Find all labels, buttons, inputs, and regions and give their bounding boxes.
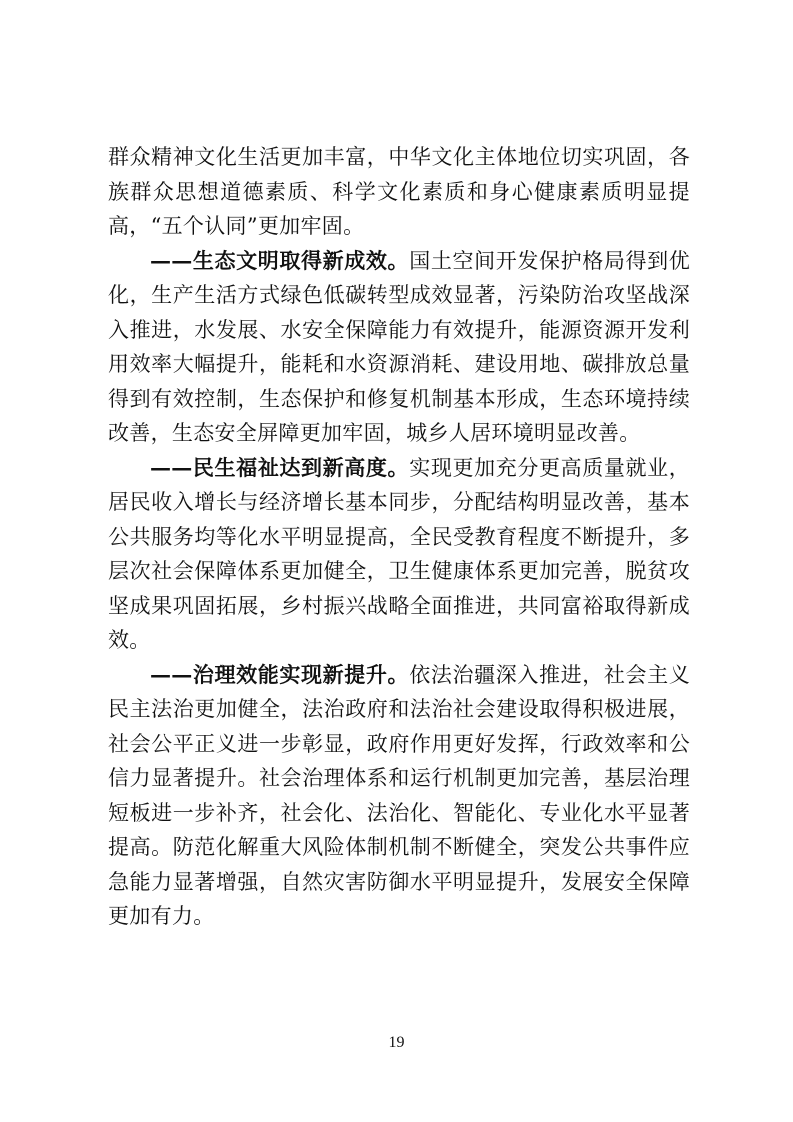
paragraph-text: 实现更加充分更高质量就业，居民收入增长与经济增长基本同步，分配结构明显改善，基本公共服务均等化水平明显提高，全民受教育程度不断提升，多层次社会保障体系更加健全，卫生健康体系更加完善，脱贫攻坚成果巩固拓展，乡村振兴战略全面推进，共同富裕取得新成效。 — [108, 455, 690, 652]
paragraph-heading: ——生态文明取得新成效。 — [150, 247, 410, 273]
paragraph-text: 群众精神文化生活更加丰富，中华文化主体地位切实巩固，各族群众思想道德素质、科学文化素质和身心健康素质明显提高，“五个认同”更加牢固。 — [108, 145, 690, 238]
paragraph-heading: ——治理效能实现新提升。 — [150, 661, 410, 687]
page-number: 19 — [388, 1034, 405, 1051]
paragraph-heading: ——民生福祉达到新高度。 — [150, 454, 410, 480]
paragraph-text: 依法治疆深入推进，社会主义民主法治更加健全，法治政府和法治社会建设取得积极进展，社会公平正义进一步彰显，政府作用更好发挥，行政效率和公信力显著提升。社会治理体系和运行机制更加完善，基层治理短板进一步补齐，社会化、法治化、智能化、专业化水平显著提高。防范化解重大风险体制机制不断健全，突发公共事件应急能力显著增强，自然灾害防御水平明显提升，发展安全保障更加有力。 — [108, 662, 690, 928]
paragraph-livelihood — [108, 451, 690, 658]
paragraph-text: 国土空间开发保护格局得到优化，生产生活方式绿色低碳转型成效显著，污染防治攻坚战深入推进，水发展、水安全保障能力有效提升，能源资源开发利用效率大幅提升，能耗和水资源消耗、建设用地、碳排放总量得到有效控制，生态保护和修复机制基本形成，生态环境持续改善，生态安全屏障更加牢固，城乡人居环境明显改善。 — [108, 248, 690, 445]
paragraph-culture-continued — [108, 140, 690, 244]
paragraph-governance — [108, 658, 690, 934]
document-body — [108, 140, 690, 934]
paragraph-ecological-civilization — [108, 244, 690, 451]
